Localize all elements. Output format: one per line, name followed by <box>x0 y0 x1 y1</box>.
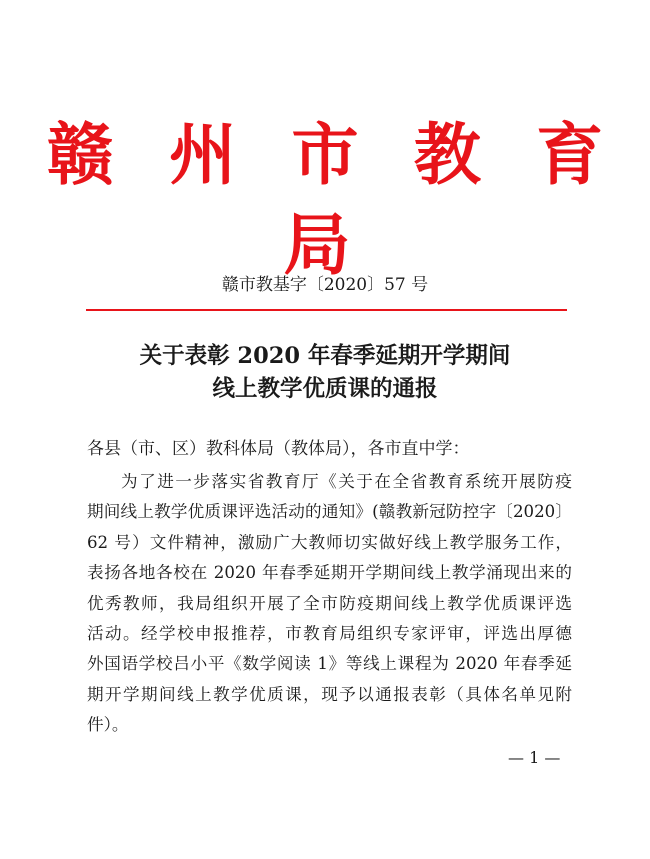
page-number: — 1 — <box>508 748 561 767</box>
title-line-1: 关于表彰 2020 年春季延期开学期间 <box>139 343 511 369</box>
body-paragraph <box>87 467 572 741</box>
document-number: 赣市教基字〔2020〕57 号 <box>221 275 429 295</box>
body-line: 件）。 <box>87 715 129 735</box>
red-divider-line <box>86 309 567 311</box>
issuing-authority-header: 赣 州 市 教 育 局 <box>46 115 620 284</box>
body-line: 外国语学校吕小平《数学阅读 1》等线上课程为 2020 年春季延 <box>87 654 572 674</box>
body-line: 62 号）文件精神，激励广大教师切实做好线上教学服务工作， <box>87 532 572 552</box>
salutation: 各县（市、区）教科体局（教体局），各市直中学： <box>87 439 470 459</box>
body-line: 期间线上教学优质课评选活动的通知》(赣教新冠防控字〔2020〕 <box>87 502 572 522</box>
body-line: 期开学期间线上教学优质课，现予以通报表彰（具体名单见附 <box>87 684 572 704</box>
body-line: 表扬各地各校在 2020 年春季延期开学期间线上教学涌现出来的 <box>87 563 572 583</box>
body-line: 优秀教师，我局组织开展了全市防疫期间线上教学优质课评选 <box>87 593 572 613</box>
document-title <box>0 340 650 406</box>
title-line-2: 线上教学优质课的通报 <box>212 376 438 402</box>
body-line: 为了进一步落实省教育厅《关于在全省教育系统开展防疫 <box>121 472 572 491</box>
body-line: 活动。经学校申报推荐，市教育局组织专家评审，评选出厚德 <box>87 623 572 643</box>
